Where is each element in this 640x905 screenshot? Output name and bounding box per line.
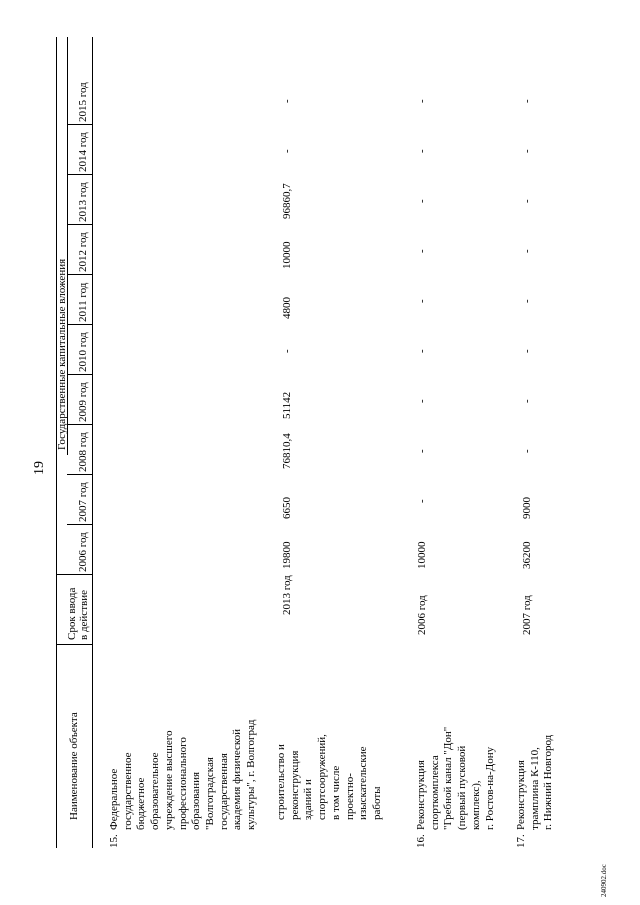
value-cell: - <box>416 249 428 253</box>
header-bottom-rule <box>92 37 93 848</box>
year-col-divider <box>67 324 92 325</box>
value-cell: - <box>521 99 533 103</box>
value-cell: 6650 <box>281 497 293 519</box>
name-column-header: Наименование объекта <box>68 712 80 820</box>
value-cell: 9000 <box>521 497 533 519</box>
col-divider-term <box>56 574 92 575</box>
value-cell: - <box>416 499 428 503</box>
row-15-subitem-name: строительство и реконструкция зданий и спортсооружений, в том числе проектно- изыскательские работы <box>275 734 383 820</box>
value-cell: 4800 <box>281 297 293 319</box>
value-cell: - <box>281 349 293 353</box>
value-cell: - <box>416 199 428 203</box>
col-divider-name <box>56 644 92 645</box>
year-header-4: 2010 год <box>77 332 89 372</box>
year-col-divider <box>67 374 92 375</box>
year-header-7: 2013 год <box>77 182 89 222</box>
year-header-3: 2009 год <box>77 382 89 422</box>
value-cell: - <box>416 399 428 403</box>
value-cell: - <box>416 349 428 353</box>
value-cell: - <box>416 149 428 153</box>
value-cell: - <box>521 299 533 303</box>
footer-filename: 240902.doc <box>600 864 608 897</box>
value-cell: 76810,4 <box>281 433 293 469</box>
row-15-name: Федеральное государственное бюджетное образовательное учреждение высшего профессионального образования "Волгоградская государственная академия физической культуры", г. Волгоград <box>108 719 258 830</box>
row-16-term: 2006 год <box>416 595 428 635</box>
row-16-name: Реконструкция спорткомплекса "Гребной канал "Дон" (первый пусковой комплекс), г. Ростов-на-Дону <box>415 726 496 830</box>
year-header-0: 2006 год <box>77 532 89 572</box>
value-cell: 19800 <box>281 541 293 569</box>
value-cell: - <box>281 99 293 103</box>
row-17-number: 17. <box>515 834 527 848</box>
row-15-subitem-term: 2013 год <box>281 575 293 615</box>
year-col-divider <box>67 174 92 175</box>
value-cell: 36200 <box>521 541 533 569</box>
investments-header: Государственные капитальные вложения <box>56 258 68 450</box>
value-cell: - <box>521 399 533 403</box>
year-header-9: 2015 год <box>77 82 89 122</box>
value-cell: - <box>416 299 428 303</box>
value-cell: - <box>416 449 428 453</box>
row-17-term: 2007 год <box>521 595 533 635</box>
year-header-2: 2008 год <box>77 432 89 472</box>
term-column-header-line2: в действие <box>78 590 90 640</box>
row-17-name: Реконструкция трамплина К-110, г. Нижний Новгород <box>515 734 555 830</box>
page-number: 19 <box>32 461 47 475</box>
value-cell: - <box>521 199 533 203</box>
value-cell: - <box>416 99 428 103</box>
value-cell: - <box>521 449 533 453</box>
value-cell: - <box>521 349 533 353</box>
value-cell: - <box>521 149 533 153</box>
value-cell: 10000 <box>416 541 428 569</box>
row-16-number: 16. <box>415 834 427 848</box>
year-col-divider <box>67 274 92 275</box>
value-cell: - <box>281 149 293 153</box>
value-cell: 10000 <box>281 241 293 269</box>
year-col-divider <box>67 524 92 525</box>
year-header-8: 2014 год <box>77 132 89 172</box>
year-col-divider <box>67 224 92 225</box>
value-cell: - <box>521 249 533 253</box>
year-header-5: 2011 год <box>77 282 89 322</box>
year-header-1: 2007 год <box>77 482 89 522</box>
term-column-header-line1: Срок ввода <box>66 587 78 640</box>
value-cell: 51142 <box>281 391 293 419</box>
value-cell: 96860,7 <box>281 183 293 219</box>
year-col-divider <box>67 424 92 425</box>
year-header-6: 2012 год <box>77 232 89 272</box>
row-15-number: 15. <box>108 834 120 848</box>
year-col-divider <box>67 474 92 475</box>
year-col-divider <box>67 124 92 125</box>
